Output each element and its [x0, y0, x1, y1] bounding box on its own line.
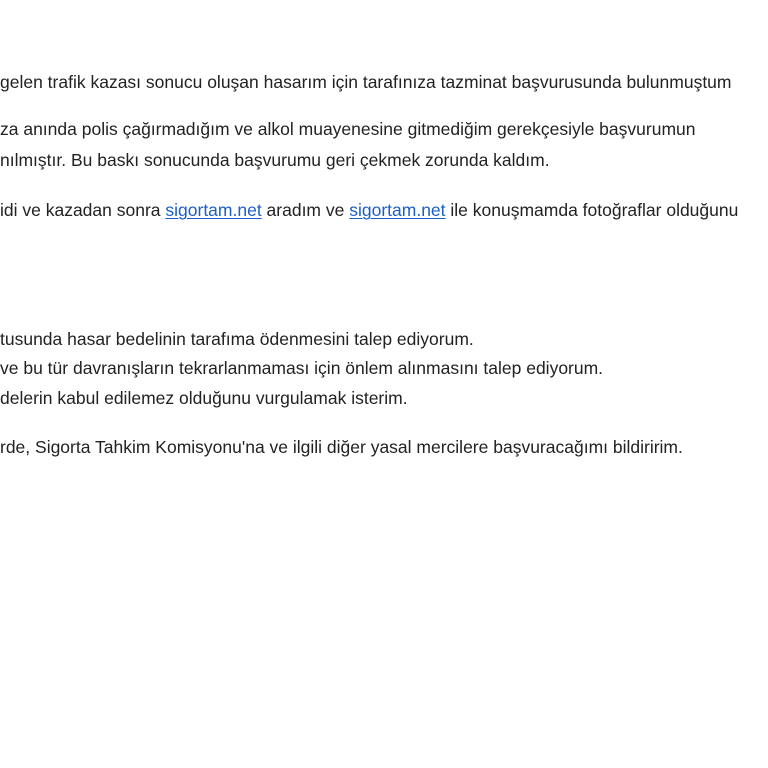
- sigortam-net-link-1[interactable]: sigortam.net: [165, 200, 262, 220]
- paragraph-2-line-1: za anında polis çağırmadığım ve alkol muayenesine gitmediğim gerekçesiyle başvurumun: [0, 119, 696, 139]
- paragraph-3-text-pre: idi ve kazadan sonra: [0, 200, 166, 220]
- paragraph-3-text-mid: aradım ve: [261, 200, 350, 220]
- paragraph-2-line-2: nılmıştır. Bu baskı sonucunda başvurumu geri çekmek zorunda kaldım.: [0, 150, 550, 170]
- paragraph-4-line-3: delerin kabul edilemez olduğunu vurgulamak isterim.: [0, 388, 408, 408]
- sigortam-net-link-2[interactable]: sigortam.net: [349, 200, 446, 220]
- paragraph-3-line-1: [0, 199, 738, 221]
- paragraph-3-text-post: ile konuşmamda fotoğraflar olduğunu: [445, 200, 739, 220]
- paragraph-1-line-1: gelen trafik kazası sonucu oluşan hasarım için tarafınıza tazminat başvurusunda bulunmuştum: [0, 72, 732, 92]
- paragraph-4-line-1: tusunda hasar bedelinin tarafıma ödenmesini talep ediyorum.: [0, 329, 474, 349]
- paragraph-4-line-2: ve bu tür davranışların tekrarlanmaması için önlem alınmasını talep ediyorum.: [0, 358, 604, 378]
- paragraph-5-line-1: rde, Sigorta Tahkim Komisyonu'na ve ilgili diğer yasal mercilere başvuracağımı bildiririm.: [0, 437, 683, 457]
